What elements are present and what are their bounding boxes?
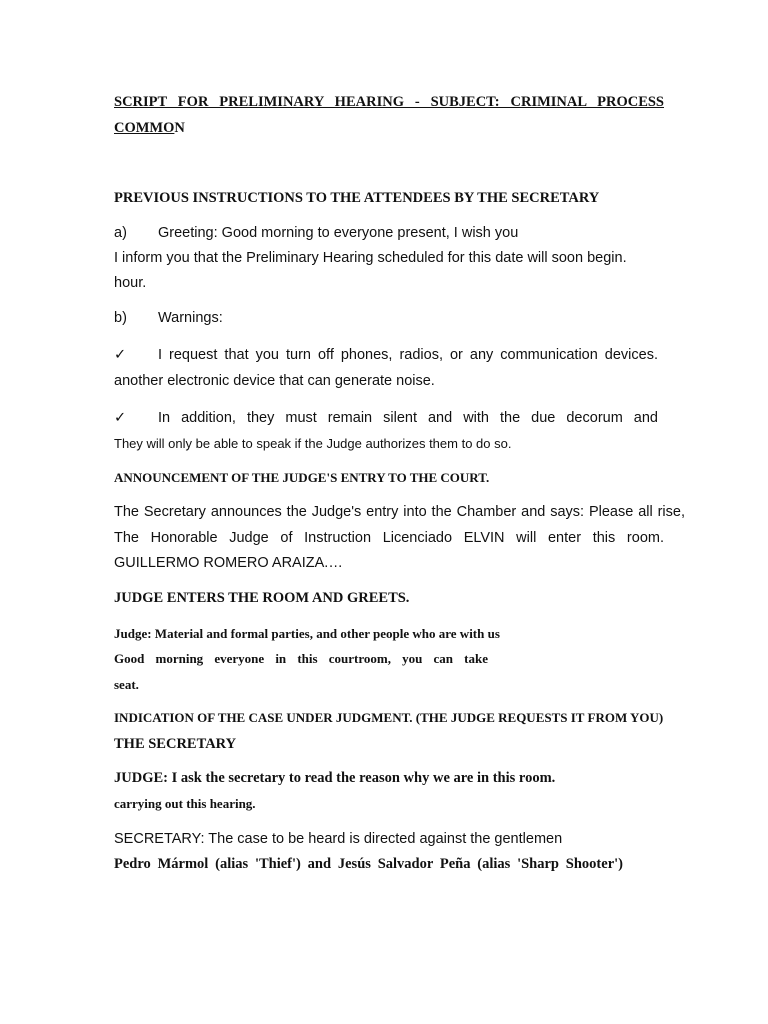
list-item-a-text: Greeting: Good morning to everyone present, I wish you — [158, 225, 519, 241]
checkmark-icon: ✓ — [114, 410, 127, 426]
document-title-line2 — [114, 120, 185, 137]
paragraph-line: hour. — [114, 275, 147, 291]
checklist-item-1 — [114, 347, 658, 363]
document-title-text: SCRIPT FOR PRELIMINARY HEARING - SUBJECT: CRIMINAL PROCESS — [114, 94, 664, 110]
document-title-line1 — [114, 94, 664, 111]
section-heading-instructions: PREVIOUS INSTRUCTIONS TO THE ATTENDEES BY THE SECRETARY — [114, 190, 600, 206]
checklist-item-2-text: In addition, they must remain silent and with the due decorum and — [158, 410, 658, 426]
secretary-speech-line: SECRETARY: The case to be heard is directed against the gentlemen — [114, 831, 563, 847]
paragraph-line: another electronic device that can generate noise. — [114, 373, 435, 389]
paragraph-line: The Secretary announces the Judge's entry into the Chamber and says: Please all rise, — [114, 504, 685, 520]
section-heading-case-indication: INDICATION OF THE CASE UNDER JUDGMENT. (THE JUDGE REQUESTS IT FROM YOU) — [114, 710, 664, 725]
paragraph-line: GUILLERMO ROMERO ARAIZA.… — [114, 555, 343, 571]
judge-speech-line: carrying out this hearing. — [114, 796, 256, 811]
judge-speech-line: JUDGE: I ask the secretary to read the reason why we are in this room. — [114, 770, 556, 786]
paragraph-line: They will only be able to speak if the Judge authorizes them to do so. — [114, 436, 512, 451]
list-item-a — [114, 225, 518, 241]
judge-speech-line: seat. — [114, 677, 139, 692]
list-item-b-text: Warnings: — [158, 310, 223, 326]
paragraph-line: The Honorable Judge of Instruction Licenciado ELVIN will enter this room. — [114, 530, 664, 546]
checklist-item-2 — [114, 410, 658, 426]
section-heading-judge-enters: JUDGE ENTERS THE ROOM AND GREETS. — [114, 590, 410, 606]
paragraph-line: I inform you that the Preliminary Hearing scheduled for this date will soon begin. — [114, 250, 627, 266]
checkmark-icon: ✓ — [114, 347, 127, 363]
list-marker-b: b) — [114, 310, 127, 326]
section-heading-announcement: ANNOUNCEMENT OF THE JUDGE'S ENTRY TO THE COURT. — [114, 470, 490, 485]
document-title-underlined: COMMO — [114, 120, 175, 136]
document-title-rest: N — [174, 120, 185, 136]
checklist-item-1-text: I request that you turn off phones, radios, or any communication devices. — [158, 347, 658, 363]
judge-speech-line: Judge: Material and formal parties, and other people who are with us — [114, 626, 500, 641]
list-item-b — [114, 310, 223, 326]
list-marker-a: a) — [114, 225, 127, 241]
secretary-speech-line: Pedro Mármol (alias 'Thief') and Jesús Salvador Peña (alias 'Sharp Shooter') — [114, 856, 623, 872]
judge-speech-line: Good morning everyone in this courtroom, you can take — [114, 651, 488, 666]
section-heading-case-indication-2: THE SECRETARY — [114, 736, 237, 752]
